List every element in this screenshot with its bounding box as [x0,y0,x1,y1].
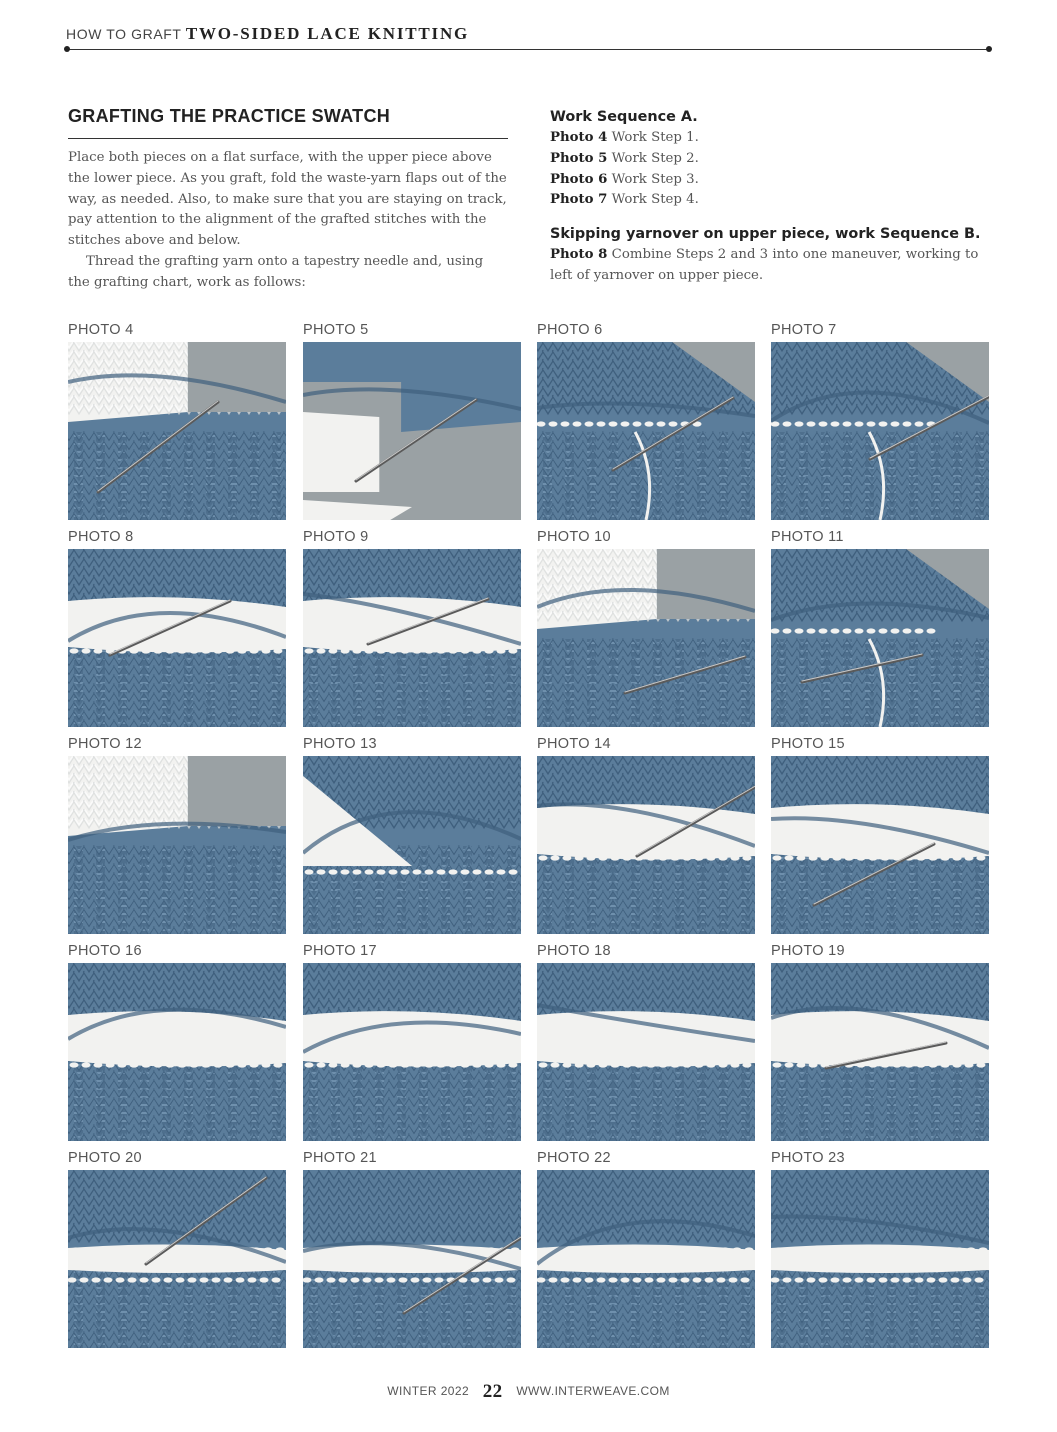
step-text: Combine Steps 2 and 3 into one maneuver, working to left of yarnover on upper piece. [550,247,978,283]
sequence-a-title: Work Sequence A. [550,107,990,128]
knitting-photo [303,549,521,727]
photo-label: PHOTO 8 [68,527,286,549]
photo-figure [537,1148,755,1348]
photo-figure [303,941,521,1141]
photo-label: PHOTO 5 [303,320,521,342]
photo-label: PHOTO 4 [68,320,286,342]
photo-label: PHOTO 7 [771,320,989,342]
photo-figure [303,1148,521,1348]
photo-figure [68,941,286,1141]
step-line [550,245,990,287]
knitting-photo [303,756,521,934]
knitting-photo [68,756,286,934]
photo-label: PHOTO 11 [771,527,989,549]
knitting-photo [537,1170,755,1348]
header-prefix: HOW TO GRAFT [66,26,181,42]
knitting-photo [537,549,755,727]
photo-label: PHOTO 15 [771,734,989,756]
page-number: 22 [483,1381,503,1402]
step-line [550,128,990,149]
photo-label: PHOTO 13 [303,734,521,756]
knitting-photo [68,1170,286,1348]
knitting-photo [303,963,521,1141]
footer-url: WWW.INTERWEAVE.COM [516,1384,669,1398]
photo-label: PHOTO 21 [303,1148,521,1170]
knitting-photo [771,549,989,727]
knitting-photo [68,549,286,727]
photo-figure [68,320,286,520]
paragraph-1: Place both pieces on a flat surface, with the upper piece above the lower piece. As you graft, fold the waste-yarn flaps out of the way, as needed. Also, to make sure that you are staying on track, pay attention to the alignment of the grafted stitches with the stitches above and below. [68,148,508,252]
photo-label: PHOTO 23 [771,1148,989,1170]
step-photo-ref: Photo 5 [550,151,607,166]
left-column [68,106,508,294]
knitting-photo [537,963,755,1141]
photo-label: PHOTO 12 [68,734,286,756]
footer-issue: WINTER 2022 [387,1384,469,1398]
photo-label: PHOTO 9 [303,527,521,549]
step-photo-ref: Photo 4 [550,130,607,145]
photo-figure [771,320,989,520]
running-header [66,24,991,44]
photo-figure [68,1148,286,1348]
sequence-b-title: Skipping yarnover on upper piece, work Sequence B. [550,224,990,245]
paragraph-2: Thread the grafting yarn onto a tapestry needle and, using the grafting chart, work as follows: [68,252,508,294]
step-photo-ref: Photo 6 [550,172,607,187]
photo-figure [68,527,286,727]
knitting-photo [68,342,286,520]
step-text: Work Step 4. [612,192,699,207]
photo-figure [537,320,755,520]
rule-dot-right [986,46,992,52]
photo-label: PHOTO 14 [537,734,755,756]
photo-label: PHOTO 10 [537,527,755,549]
knitting-photo [68,963,286,1141]
header-title: TWO-SIDED LACE KNITTING [186,24,469,43]
knitting-photo [771,342,989,520]
knitting-photo [303,1170,521,1348]
knitting-photo [537,342,755,520]
knitting-photo [303,342,521,520]
photo-figure [771,1148,989,1348]
step-line [550,190,990,211]
step-text: Work Step 3. [612,172,699,187]
photo-figure [68,734,286,934]
knitting-photo [771,1170,989,1348]
photo-figure [537,734,755,934]
photo-label: PHOTO 20 [68,1148,286,1170]
step-photo-ref: Photo 8 [550,247,607,262]
rule-dot-left [64,46,70,52]
photo-label: PHOTO 19 [771,941,989,963]
photo-label: PHOTO 16 [68,941,286,963]
photo-figure [771,734,989,934]
photo-label: PHOTO 18 [537,941,755,963]
photo-figure [303,734,521,934]
photo-figure [537,941,755,1141]
step-photo-ref: Photo 7 [550,192,607,207]
photo-figure [537,527,755,727]
right-column [550,107,990,287]
page-footer [0,1381,1057,1403]
step-line [550,149,990,170]
step-line [550,170,990,191]
photo-figure [303,527,521,727]
knitting-photo [771,756,989,934]
photo-figure [303,320,521,520]
knitting-photo [537,756,755,934]
photo-figure [771,527,989,727]
step-text: Work Step 1. [612,130,699,145]
photo-figure [771,941,989,1141]
photo-label: PHOTO 17 [303,941,521,963]
section-title: GRAFTING THE PRACTICE SWATCH [68,106,508,139]
header-rule [66,49,990,50]
knitting-photo [771,963,989,1141]
photo-label: PHOTO 22 [537,1148,755,1170]
step-text: Work Step 2. [612,151,699,166]
photo-label: PHOTO 6 [537,320,755,342]
